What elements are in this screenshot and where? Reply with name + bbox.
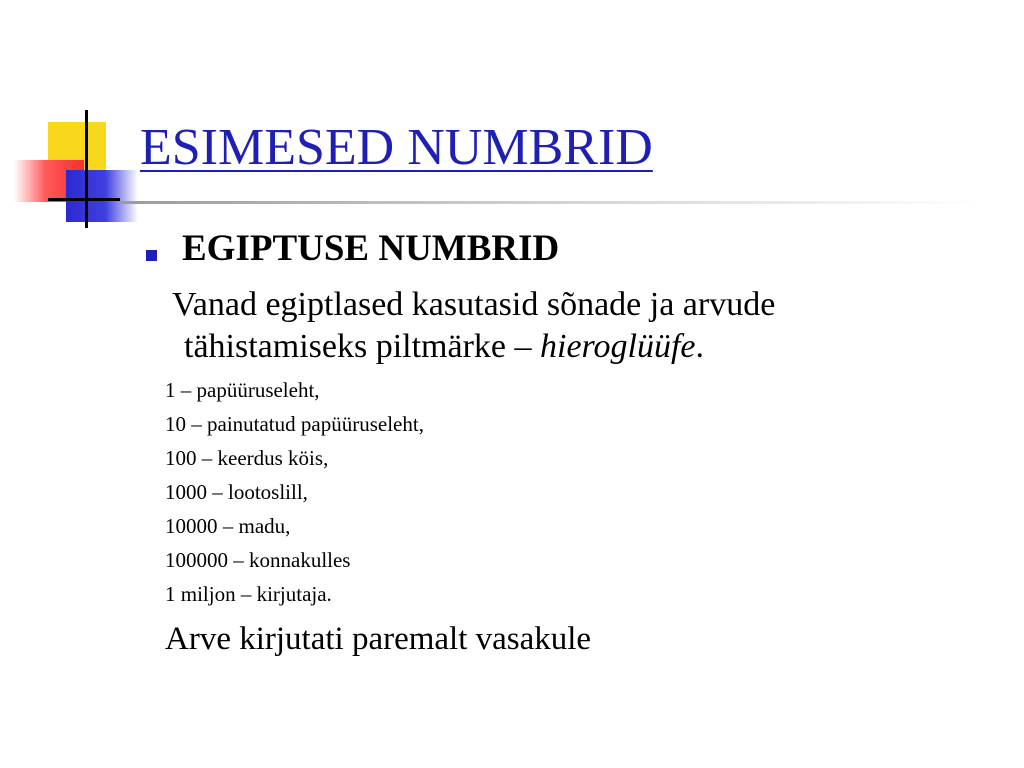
- title-divider: [120, 201, 980, 204]
- blue-square-shape: [66, 170, 138, 222]
- paragraph-line-1: Vanad egiptlased kasutasid sõnade ja arvude: [172, 286, 776, 323]
- list-item: 1000 – lootoslill,: [165, 480, 308, 504]
- list-item: 100000 – konnakulles: [165, 548, 351, 572]
- bullet-heading: EGIPTUSE NUMBRID: [182, 228, 560, 269]
- list-item: 10 – painutatud papüüruseleht,: [165, 412, 424, 436]
- horizontal-line-shape: [48, 198, 120, 201]
- slide-title: ESIMESED NUMBRID: [140, 119, 653, 176]
- vertical-line-shape: [85, 110, 88, 228]
- list-item: 1 – papüüruseleht,: [165, 378, 320, 402]
- list-item: 100 – keerdus köis,: [165, 446, 329, 470]
- closing-statement: Arve kirjutati paremalt vasakule: [165, 621, 592, 657]
- list-item: 1 miljon – kirjutaja.: [165, 582, 332, 606]
- list-item: 10000 – madu,: [165, 514, 291, 538]
- decorative-logo: [0, 0, 160, 240]
- paragraph-line-2-prefix: tähistamiseks piltmärke –: [184, 328, 540, 365]
- intro-paragraph: [172, 284, 1002, 368]
- numeral-list: [165, 378, 424, 616]
- paragraph-line-2-suffix: .: [695, 328, 704, 365]
- paragraph-emphasis: hieroglüüfe: [540, 328, 696, 365]
- paragraph-line-2: [172, 326, 1002, 368]
- square-bullet-icon: [146, 250, 157, 261]
